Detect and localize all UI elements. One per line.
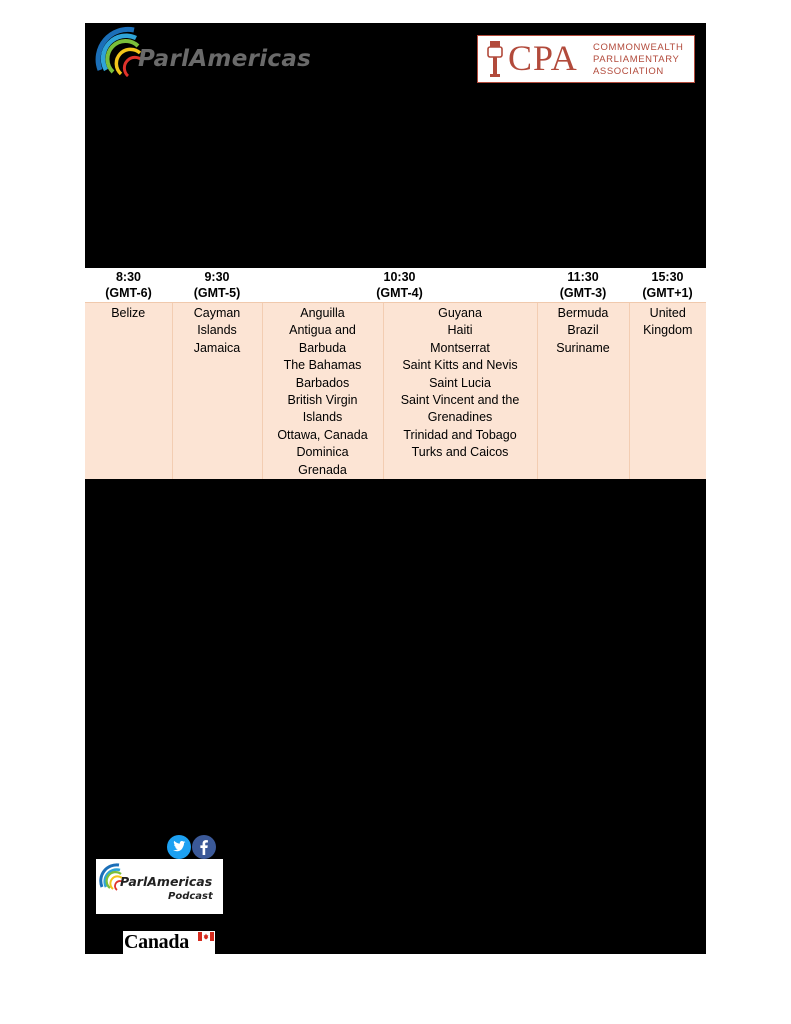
country-name: Islands xyxy=(302,410,343,425)
facebook-icon[interactable] xyxy=(192,835,216,859)
country-name: Jamaica xyxy=(193,340,241,355)
cpa-name-line: PARLIAMENTARY xyxy=(593,54,680,65)
cpa-name-line: COMMONWEALTH xyxy=(593,42,684,53)
country-cell xyxy=(629,303,706,480)
country-name: Islands xyxy=(197,323,237,338)
canada-flag-icon xyxy=(198,932,214,941)
parlamericas-podcast-logo[interactable] xyxy=(96,859,223,914)
parlamericas-wordmark: ParlAmericas xyxy=(138,46,312,72)
table-row xyxy=(85,303,706,480)
time-label: 10:30 xyxy=(383,270,416,284)
timezone-label: (GMT-4) xyxy=(376,286,423,300)
country-name: Haiti xyxy=(447,323,473,338)
document-background xyxy=(85,23,706,954)
parlamericas-logo xyxy=(94,26,324,90)
country-name: Barbados xyxy=(295,375,350,390)
country-name: Cayman xyxy=(193,306,241,320)
column-header xyxy=(172,268,262,303)
country-name: Antigua and xyxy=(289,323,356,338)
column-header xyxy=(537,268,629,303)
cpa-name-line: ASSOCIATION xyxy=(593,66,664,77)
country-name: Montserrat xyxy=(430,340,490,355)
column-header xyxy=(629,268,706,303)
canada-wordmark xyxy=(123,931,215,954)
time-label: 9:30 xyxy=(204,270,230,284)
timezone-label: (GMT-5) xyxy=(193,286,241,300)
country-name: Grenadines xyxy=(427,410,493,425)
social-icons xyxy=(167,835,217,859)
time-label: 15:30 xyxy=(651,270,684,284)
country-name: Saint Lucia xyxy=(429,375,491,390)
timezone-label: (GMT+1) xyxy=(642,286,693,300)
country-name: Anguilla xyxy=(300,306,345,320)
country-name: Grenada xyxy=(298,462,347,477)
country-cell xyxy=(172,303,262,480)
country-name: Turks and Caicos xyxy=(411,445,509,460)
country-name: Belize xyxy=(111,306,146,320)
podcast-logo-wordmark: ParlAmericas xyxy=(120,874,213,889)
table-header-row xyxy=(85,268,706,303)
country-name: British Virgin xyxy=(287,393,358,408)
podcast-label: Podcast xyxy=(168,891,213,902)
cpa-logo xyxy=(477,35,695,83)
cpa-acronym: CPA xyxy=(508,38,578,78)
time-label: 8:30 xyxy=(115,270,142,284)
country-cell xyxy=(383,303,537,480)
column-header xyxy=(262,268,537,303)
country-cell xyxy=(537,303,629,480)
country-name: Saint Kitts and Nevis xyxy=(402,358,518,373)
twitter-icon[interactable] xyxy=(167,835,191,859)
session-schedule-table xyxy=(85,268,706,479)
country-cell xyxy=(85,303,172,480)
country-name: Brazil xyxy=(567,323,599,338)
country-name: United xyxy=(649,306,686,320)
country-name: Kingdom xyxy=(643,323,693,338)
country-cell xyxy=(262,303,383,480)
canada-wordmark-text: Canada xyxy=(124,931,189,953)
country-name: The Bahamas xyxy=(283,358,362,373)
country-name: Trinidad and Tobago xyxy=(403,427,517,442)
cpa-full-name xyxy=(593,42,683,78)
country-name: Suriname xyxy=(556,340,610,355)
time-label: 11:30 xyxy=(567,270,599,284)
country-name: Dominica xyxy=(296,445,349,460)
country-name: Guyana xyxy=(438,306,482,320)
country-name: Bermuda xyxy=(557,306,609,320)
country-name: Barbuda xyxy=(298,340,347,355)
country-name: Ottawa, Canada xyxy=(277,427,368,442)
column-header xyxy=(85,268,172,303)
mace-icon xyxy=(484,39,506,79)
country-name: Saint Vincent and the xyxy=(400,393,520,408)
timezone-label: (GMT-3) xyxy=(559,286,607,300)
timezone-label: (GMT-6) xyxy=(105,286,152,300)
